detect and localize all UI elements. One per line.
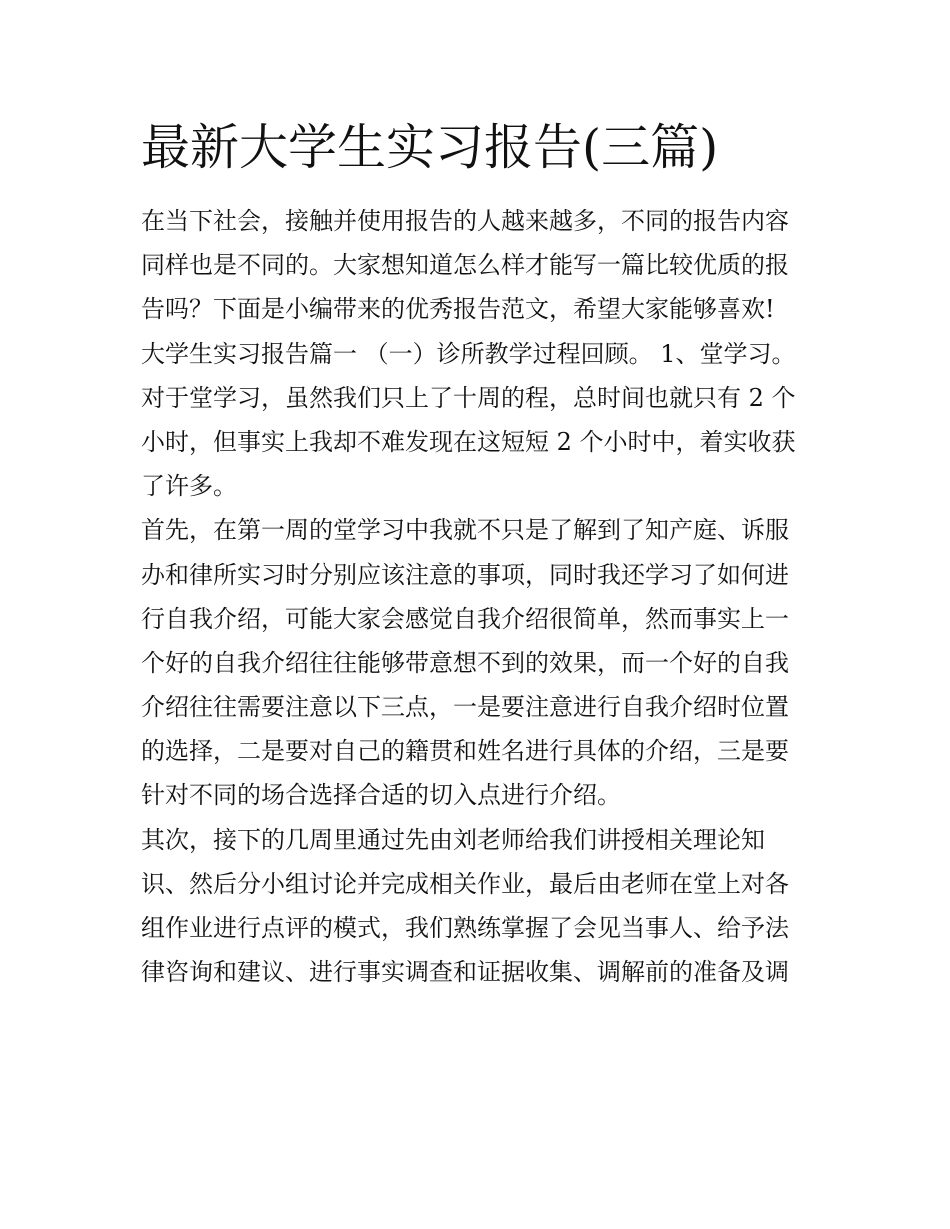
text-line: 告吗？下面是小编带来的优秀报告范文，希望大家能够喜欢! [141, 295, 775, 324]
text-line: 介绍往往需要注意以下三点，一是要注意进行自我介绍时位置 [141, 693, 789, 722]
section-one-paragraph [141, 332, 821, 509]
document-body [141, 199, 821, 994]
text-line: 小时，但事实上我却不难发现在这短短 2 个小时中，着实收获 [141, 427, 796, 456]
text-line: 在当下社会，接触并使用报告的人越来越多，不同的报告内容 [141, 207, 789, 235]
first-point-paragraph [141, 508, 821, 817]
text-line: 针对不同的场合选择合适的切入点进行介绍。 [141, 781, 621, 810]
text-line: 同样也是不同的。大家想知道怎么样才能写一篇比较优质的报 [141, 251, 789, 280]
document-title: 最新大学生实习报告(三篇) [141, 119, 719, 176]
text-line: 了许多。 [141, 472, 237, 501]
text-line: 个好的自我介绍往往能够带意想不到的效果，而一个好的自我 [141, 648, 789, 677]
text-line: 行自我介绍，可能大家会感觉自我介绍很简单，然而事实上一 [141, 604, 789, 633]
text-line: 其次，接下的几周里通过先由刘老师给我们讲授相关理论知 [141, 825, 765, 854]
text-line: 大学生实习报告篇一 （一）诊所教学过程回顾。 1、堂学习。 [141, 339, 796, 368]
text-line: 组作业进行点评的模式，我们熟练掌握了会见当事人、给予法 [141, 914, 789, 942]
text-line: 律咨询和建议、进行事实调查和证据收集、调解前的准备及调 [141, 958, 789, 987]
text-line: 办和律所实习时分别应该注意的事项，同时我还学习了如何进 [141, 560, 789, 589]
text-line: 首先，在第一周的堂学习中我就不只是了解到了知产庭、诉服 [141, 516, 789, 545]
second-point-paragraph [141, 818, 821, 995]
text-line: 对于堂学习，虽然我们只上了十周的程，总时间也就只有 2 个 [141, 383, 796, 412]
intro-paragraph [141, 199, 821, 332]
text-line: 的选择，二是要对自己的籍贯和姓名进行具体的介绍，三是要 [141, 737, 789, 766]
text-line: 识、然后分小组讨论并完成相关作业，最后由老师在堂上对各 [141, 869, 789, 898]
